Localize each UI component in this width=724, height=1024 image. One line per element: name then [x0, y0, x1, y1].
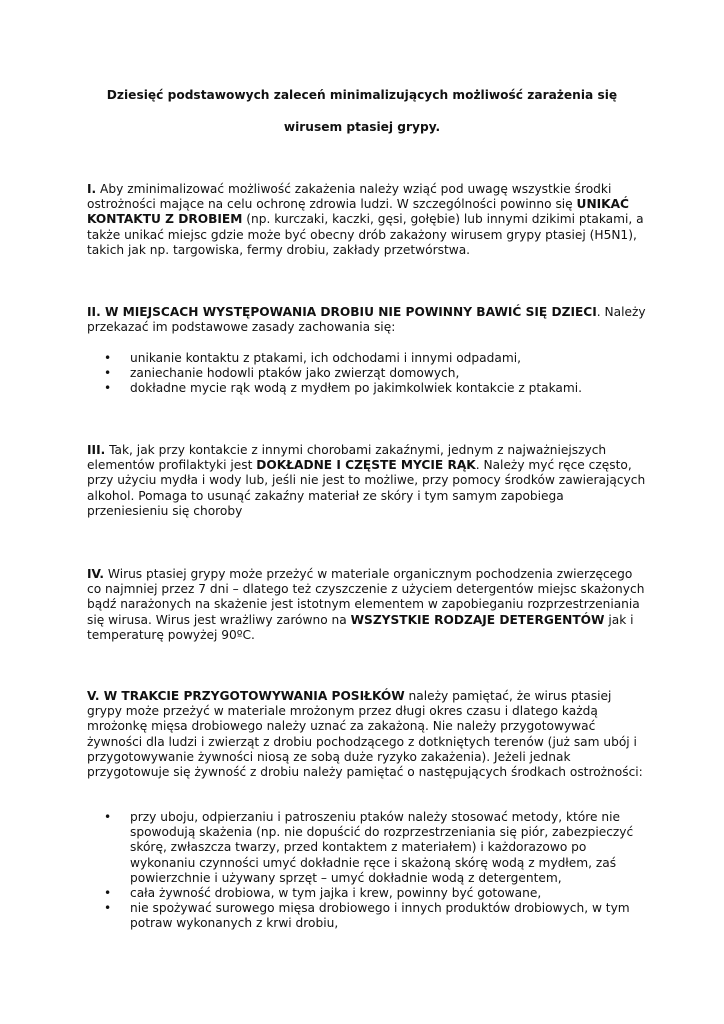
- section-2-list: [87, 351, 647, 397]
- section-2-text: . Należy przekazać im podstawowe zasady zachowania się:: [87, 305, 646, 335]
- section-4-text-b: jak i temperaturę powyżej 90ºC.: [87, 612, 634, 642]
- section-5-list: [87, 810, 647, 932]
- list-item: • unikanie kontaktu z ptakami, ich odchodami i innymi odpadami,: [87, 351, 647, 366]
- section-1-text-a: Aby zminimalizować możliwość zakażenia należy wziąć pod uwagę wszystkie środki ostrożności mające na celu ochronę zdrowia ludzi. W szczególności powinno się: [87, 182, 612, 212]
- list-item: • cała żywność drobiowa, w tym jajka i krew, powinny być gotowane,: [87, 886, 647, 901]
- section-1: [87, 182, 647, 258]
- section-3: [87, 443, 647, 519]
- document-title-line-1: Dziesięć podstawowych zaleceń minimalizujących możliwość zarażenia się: [106, 88, 618, 102]
- section-5-text: należy pamiętać, że wirus ptasiej grypy może przeżyć w materiale mrożonym przez długi okres czasu i dlatego każdą mrożonkę mięsa drobiowego należy uznać za zakażoną. Nie należy przygotowywać żywności dla ludzi i zwierząt z drobiu pochodzącego z dotkniętych terenów (już sam ubój i przygotowywanie żywności niosą ze sobą duże ryzyko zakażenia). Jeżeli jednak przygotowuje się żywność z drobiu należy pamiętać o następujących środkach ostrożności:: [87, 689, 643, 780]
- list-item: • nie spożywać surowego mięsa drobiowego i innych produktów drobiowych, w tym potraw wykonanych z krwi drobiu,: [87, 901, 647, 931]
- section-3-text-b: . Należy myć ręce często, przy użyciu mydła i wody lub, jeśli nie jest to możliwe, przy pomocy środków zawierających alkohol. Pomaga to usunąć zakaźny materiał ze skóry i tym samym zapobiega przeniesieniu się choroby: [87, 458, 646, 518]
- section-4-emphasis: WSZYSTKIE RODZAJE DETERGENTÓW: [350, 612, 605, 627]
- list-item: • dokładne mycie rąk wodą z mydłem po jakimkolwiek kontakcie z ptakami.: [87, 381, 647, 396]
- section-5: [87, 689, 647, 780]
- section-2: [87, 305, 647, 335]
- document-title-line-2: wirusem ptasiej grypy.: [283, 120, 441, 134]
- list-item: • przy uboju, odpierzaniu i patroszeniu ptaków należy stosować metody, które nie spowodują skażenia (np. nie dopuścić do rozprzestrzeniania się piór, zabezpieczyć skórę, zwłaszcza twarzy, przed kontaktem z materiałem) i każdorazowo po wykonaniu czynności umyć dokładnie ręce i skażoną skórę wodą z mydłem, zaś powierzchnie i używany sprzęt – umyć dokładnie wodą z detergentem,: [87, 810, 647, 886]
- section-4-text-a: Wirus ptasiej grypy może przeżyć w materiale organicznym pochodzenia zwierzęcego co najmniej przez 7 dni – dlatego też czyszczenie z użyciem detergentów miejsc skażonych bądź narażonych na skażenie jest istotnym elementem w zapobieganiu rozprzestrzeniania się wirusa. Wirus jest wrażliwy zarówno na: [87, 567, 645, 627]
- section-5-heading: V. W TRAKCIE PRZYGOTOWYWANIA POSIŁKÓW: [87, 689, 405, 703]
- section-4: [87, 567, 647, 643]
- section-2-heading: II. W MIEJSCACH WYSTĘPOWANIA DROBIU NIE POWINNY BAWIĆ SIĘ DZIECI: [87, 305, 597, 319]
- section-3-emphasis: DOKŁADNE I CZĘSTE MYCIE RĄK: [256, 458, 476, 473]
- section-1-text-b: (np. kurczaki, kaczki, gęsi, gołębie) lub innymi dzikimi ptakami, a także unikać miejsc gdzie może być obecny drób zakażony wirusem grypy ptasiej (H5N1), takich jak np. targowiska, fermy drobiu, zakłady przetwórstwa.: [87, 212, 644, 257]
- section-3-number: III.: [87, 443, 106, 457]
- section-4-number: IV.: [87, 567, 105, 581]
- section-1-emphasis: UNIKAĆ KONTAKTU Z DROBIEM: [87, 197, 629, 227]
- section-3-text-a: Tak, jak przy kontakcie z innymi chorobami zakaźnymi, jednym z najważniejszych elementów profilaktyki jest: [87, 443, 607, 473]
- section-1-number: I.: [87, 182, 97, 196]
- list-item: • zaniechanie hodowli ptaków jako zwierząt domowych,: [87, 366, 647, 381]
